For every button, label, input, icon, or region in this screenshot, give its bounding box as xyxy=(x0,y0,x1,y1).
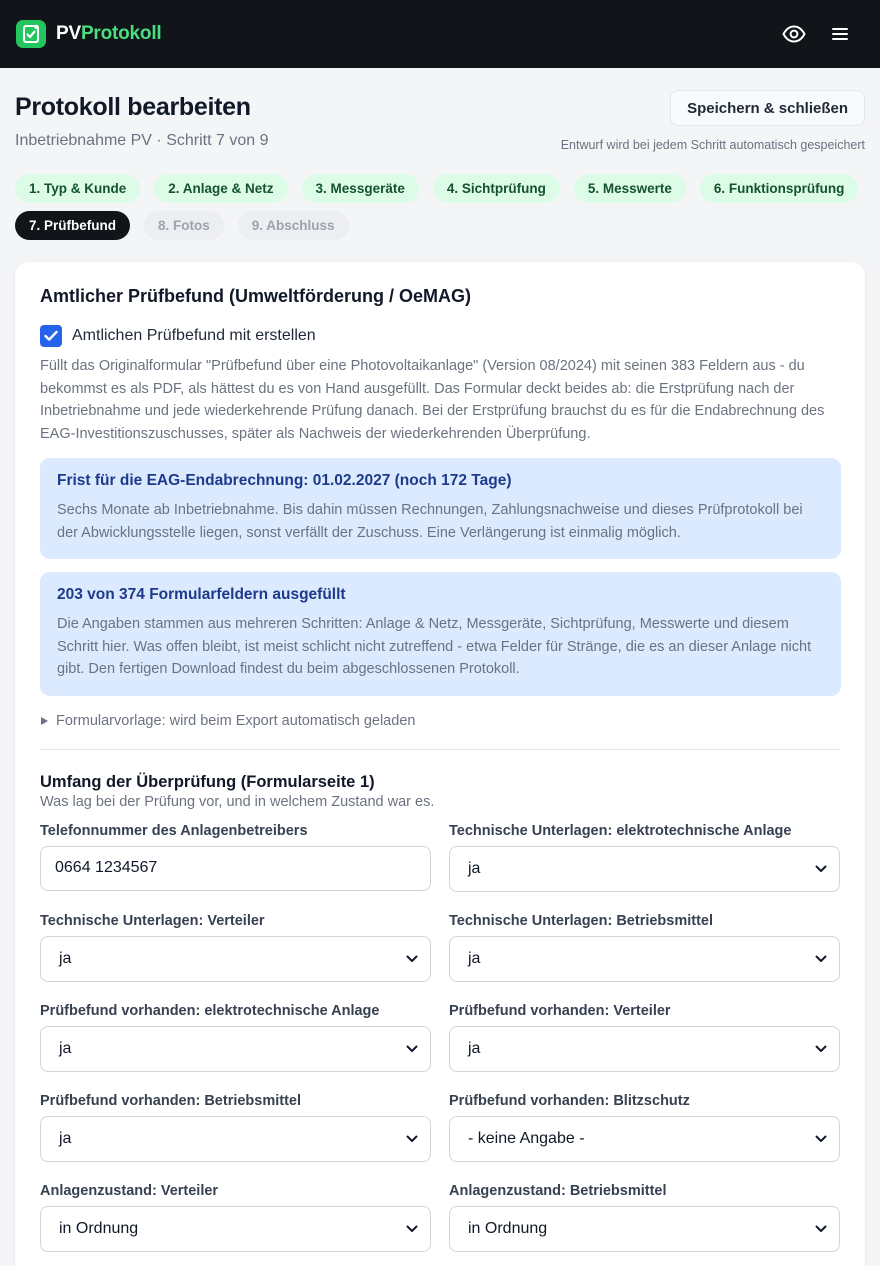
form-field xyxy=(449,1177,840,1266)
docs-distributor-select[interactable] xyxy=(40,936,431,982)
select-value: in Ordnung xyxy=(468,1219,548,1237)
select-value: ja xyxy=(59,949,72,967)
section-divider xyxy=(40,749,841,750)
step-1-tab[interactable]: 1. Typ & Kunde xyxy=(15,174,140,203)
select-value: ja xyxy=(468,949,481,967)
form-field xyxy=(40,1087,431,1177)
form-field xyxy=(40,817,431,907)
section-title: Umfang der Überprüfung (Formularseite 1) xyxy=(40,772,375,791)
checkmark-icon xyxy=(44,330,58,342)
step-navigation xyxy=(0,152,880,240)
chevron-down-icon xyxy=(815,865,827,873)
field-label: Prüfbefund vorhanden: Blitzschutz xyxy=(449,1093,690,1109)
condition-equipment-select[interactable] xyxy=(449,1206,840,1252)
card-title: Amtlicher Prüfbefund (Umweltförderung / OeMAG) xyxy=(40,286,472,306)
create-pruefbefund-label[interactable]: Amtlichen Prüfbefund mit erstellen xyxy=(72,327,316,344)
step-8-tab[interactable]: 8. Fotos xyxy=(144,211,224,240)
chevron-down-icon xyxy=(406,955,418,963)
autosave-note: Entwurf wird bei jedem Schritt automatisch gespeichert xyxy=(560,138,865,152)
menu-button[interactable] xyxy=(828,22,852,46)
report-distributor-select[interactable] xyxy=(449,1026,840,1072)
operator-phone-input[interactable] xyxy=(40,846,431,891)
page-subtitle: Inbetriebnahme PV · Schritt 7 von 9 xyxy=(15,132,269,149)
create-pruefbefund-option xyxy=(40,325,841,347)
step-2-tab[interactable]: 2. Anlage & Netz xyxy=(154,174,287,203)
step-4-tab[interactable]: 4. Sichtprüfung xyxy=(433,174,560,203)
step-6-tab[interactable]: 6. Funktionsprüfung xyxy=(700,174,859,203)
top-bar xyxy=(0,0,880,68)
deadline-info-box xyxy=(40,458,841,559)
field-label: Technische Unterlagen: Verteiler xyxy=(40,913,265,929)
deadline-title: Frist für die EAG-Endabrechnung: 01.02.2027 (noch 172 Tage) xyxy=(57,472,512,489)
fields-count-title: 203 von 374 Formularfeldern ausgefüllt xyxy=(57,586,346,603)
field-label: Anlagenzustand: Verteiler xyxy=(40,1183,219,1199)
brand[interactable] xyxy=(16,20,162,48)
triangle-right-icon xyxy=(40,716,49,726)
form-field xyxy=(449,907,840,997)
scope-form xyxy=(40,817,841,1266)
field-label: Technische Unterlagen: Betriebsmittel xyxy=(449,913,714,929)
step-5-tab[interactable]: 5. Messwerte xyxy=(574,174,686,203)
report-equipment-select[interactable] xyxy=(40,1116,431,1162)
report-electrical-select[interactable] xyxy=(40,1026,431,1072)
section-subtitle: Was lag bei der Prüfung vor, und in welchem Zustand war es. xyxy=(40,793,435,810)
form-field xyxy=(40,907,431,997)
docs-equipment-select[interactable] xyxy=(449,936,840,982)
fields-info-text: Die Angaben stammen aus mehreren Schritten: Anlage & Netz, Messgeräte, Sichtprüfung, Messwerte und diesem Schritt hier. Was offen bleibt, ist meist schlicht nicht zutreffend - etwa Felder für Stränge, die es an dieser Anlage nicht gibt. Den fertigen Download findest du beim abgeschlossenen Protokoll. xyxy=(57,616,812,677)
field-label: Anlagenzustand: Betriebsmittel xyxy=(449,1183,667,1199)
select-value: - keine Angabe - xyxy=(468,1129,585,1147)
chevron-down-icon xyxy=(815,1135,827,1143)
field-label: Telefonnummer des Anlagenbetreibers xyxy=(40,823,308,839)
save-and-close-button[interactable]: Speichern & schließen xyxy=(670,90,865,126)
page-title: Protokoll bearbeiten xyxy=(15,93,251,121)
chevron-down-icon xyxy=(815,1225,827,1233)
preview-button[interactable] xyxy=(782,22,806,46)
step-7-tab[interactable]: 7. Prüfbefund xyxy=(15,211,130,240)
field-label: Technische Unterlagen: elektrotechnische Anlage xyxy=(449,823,792,839)
select-value: ja xyxy=(468,859,481,877)
form-field xyxy=(449,1087,840,1177)
condition-distributor-select[interactable] xyxy=(40,1206,431,1252)
card-description: Füllt das Originalformular "Prüfbefund über eine Photovoltaikanlage" (Version 08/2024) mit seinen 383 Feldern aus - du bekommst es als PDF, als hättest du es von Hand ausgefüllt. Das Formular deckt beides ab: die Erstprüfung nach der Inbetriebnahme und jede wiederkehrende Prüfung danach. Bei der Erstprüfung brauchst du es für die Endabrechnung des EAG-Investitionszuschusses, später als Nachweis der wiederkehrenden Überprüfung. xyxy=(40,358,825,442)
select-value: ja xyxy=(59,1129,72,1147)
chevron-down-icon xyxy=(406,1225,418,1233)
clipboard-check-icon xyxy=(16,20,46,48)
form-template-details[interactable] xyxy=(40,713,841,729)
step-9-tab[interactable]: 9. Abschluss xyxy=(238,211,349,240)
fields-info-box xyxy=(40,572,841,696)
field-label: Prüfbefund vorhanden: elektrotechnische Anlage xyxy=(40,1003,380,1019)
eye-icon xyxy=(782,25,806,43)
chevron-down-icon xyxy=(815,1045,827,1053)
chevron-down-icon xyxy=(406,1135,418,1143)
pruefbefund-card xyxy=(15,262,865,1266)
docs-electrical-select[interactable] xyxy=(449,846,840,892)
page-header xyxy=(0,68,880,152)
form-field xyxy=(449,997,840,1087)
form-field xyxy=(40,997,431,1087)
step-3-tab[interactable]: 3. Messgeräte xyxy=(302,174,419,203)
chevron-down-icon xyxy=(406,1045,418,1053)
report-lightning-select[interactable] xyxy=(449,1116,840,1162)
field-label: Prüfbefund vorhanden: Betriebsmittel xyxy=(40,1093,302,1109)
create-pruefbefund-checkbox[interactable] xyxy=(40,325,62,347)
select-value: in Ordnung xyxy=(59,1219,139,1237)
form-field xyxy=(449,817,840,907)
deadline-text: Sechs Monate ab Inbetriebnahme. Bis dahin müssen Rechnungen, Zahlungsnachweise und dieses Prüfprotokoll bei der Abwicklungsstelle liegen, sonst verfällt der Zuschuss. Eine Verlängerung ist einmalig möglich. xyxy=(57,502,803,541)
form-template-summary: Formularvorlage: wird beim Export automatisch geladen xyxy=(56,712,416,729)
field-label: Prüfbefund vorhanden: Verteiler xyxy=(449,1003,671,1019)
hamburger-menu-icon xyxy=(832,27,848,41)
select-value: ja xyxy=(59,1039,72,1057)
form-field xyxy=(40,1177,431,1266)
select-value: ja xyxy=(468,1039,481,1057)
chevron-down-icon xyxy=(815,955,827,963)
app-name: PVProtokoll xyxy=(56,23,162,44)
